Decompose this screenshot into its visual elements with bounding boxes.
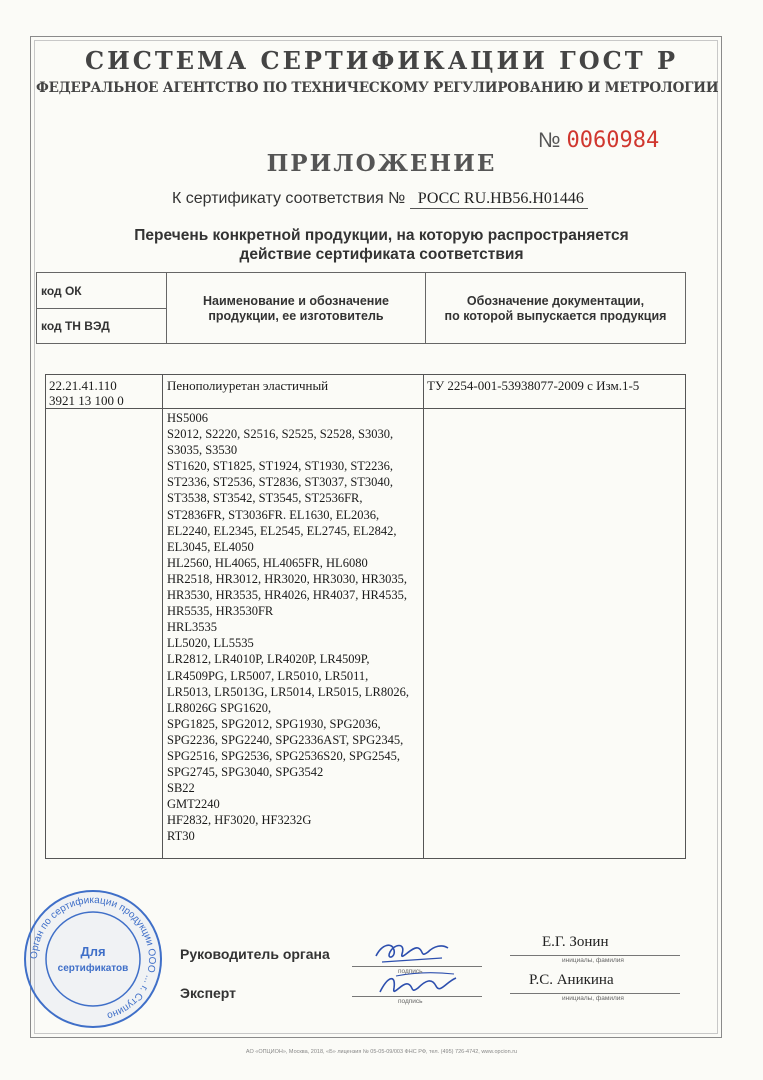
table-header [36,272,686,344]
document-header-cell [426,273,685,343]
product-name: Пенополиуретан эластичный [167,378,329,393]
code-ok-value: 22.21.41.110 [49,378,117,393]
certificate-line [172,190,588,209]
list-item: RT30 [167,829,195,844]
product-header-line-1: Наименование и обозначение [203,294,389,308]
list-item: ST3538, ST3542, ST3545, ST2536FR, [167,491,363,506]
list-item: SPG1825, SPG2012, SPG1930, SPG2036, [167,716,381,731]
expert-name: Р.С. Аникина [529,972,614,988]
head-label: Руководитель органа [180,946,330,962]
list-item: ST2836FR, ST3036FR. EL1630, EL2036, [167,507,380,522]
certificate-number: РОСС RU.HB56.H01446 [410,190,588,209]
list-item: ST1620, ST1825, ST1924, ST1930, ST2236, [167,459,394,474]
system-heading: СИСТЕМА СЕРТИФИКАЦИИ ГОСТ Р [84,46,679,75]
expert-name-caption: инициалы, фамилия [562,995,624,1002]
list-item: EL3045, EL4050 [167,539,254,554]
column-divider [162,375,163,858]
list-item: S2012, S2220, S2516, S2525, S2528, S3030, [167,427,394,442]
list-item: HR3530, HR3535, HR4026, HR4037, HR4535, [167,588,407,603]
list-item: HF2832, HF3020, HF3232G [167,813,312,828]
head-name-caption: инициалы, фамилия [562,957,624,964]
list-item: LR4509PG, LR5007, LR5010, LR5011, [167,668,369,683]
list-item: SB22 [167,781,195,796]
list-item: HS5006 [167,411,208,425]
document-header-line-2: по которой выпускается продукция [444,309,667,323]
list-heading [0,226,763,264]
list-heading-line-2: действие сертификата соответствия [239,246,524,263]
stamp-ring-text: Орган по сертификации продукции ООО ... г. Ступино [28,894,158,1022]
stamp-center-bottom: сертификатов [57,963,129,974]
number-sign: № [538,129,561,152]
stamp-center-top: Для [80,944,106,959]
list-item: LR5013, LR5013G, LR5014, LR5015, LR8026, [167,684,410,699]
head-name: Е.Г. Зонин [542,934,609,950]
list-item: LR8026G SPG1620, [167,700,272,715]
code-header-cell [37,273,167,343]
product-table [45,374,686,859]
list-item: SPG2236, SPG2240, SPG2336AST, SPG2345, [167,732,404,747]
product-header-line-2: продукции, ее изготовитель [208,309,384,323]
model-list [167,410,419,845]
code-divider [37,308,166,309]
form-number-value: 0060984 [566,128,660,153]
list-item: SPG2745, SPG3040, SPG3542 [167,765,324,780]
expert-name-line [510,993,680,994]
document-designation: ТУ 2254-001-53938077-2009 с Изм.1-5 [427,378,640,393]
document-title: ПРИЛОЖЕНИЕ [266,150,497,177]
list-item: HR5535, HR3530FR [167,604,274,619]
product-header-cell [167,273,426,343]
expert-signature-line [352,996,482,997]
printer-footer: АО «ОПЦИОН», Москва, 2018, «Б» лицензия № 05-05-09/003 ФНС РФ, тел. (495) 726-4742, www.opcion.ru [245,1049,518,1055]
code-tnved-label: код ТН ВЭД [41,319,110,333]
certification-stamp [22,888,164,1030]
list-item: EL2240, EL2345, EL2545, EL2745, EL2842, [167,523,397,538]
list-item: HRL3535 [167,620,217,635]
column-divider [423,375,424,858]
head-name-line [510,955,680,956]
row-divider [46,408,685,409]
code-tnved-value: 3921 13 100 0 [49,393,124,408]
expert-label: Эксперт [180,985,237,1001]
head-signature-line [352,966,482,967]
head-sign-caption: подпись [398,968,423,975]
list-item: LL5020, LL5535 [167,636,254,651]
product-codes [49,378,124,408]
list-item: GMT2240 [167,797,220,812]
list-item: HR2518, HR3012, HR3020, HR3030, HR3035, [167,571,407,586]
expert-sign-caption: подпись [398,998,423,1005]
document-header-line-1: Обозначение документации, [466,294,645,308]
list-heading-line-1: Перечень конкретной продукции, на которую распространяется [134,227,629,244]
certificate-label: К сертификату соответствия № [172,190,406,207]
list-item: LR2812, LR4010P, LR4020P, LR4509P, [167,652,370,667]
list-item: ST2336, ST2536, ST2836, ST3037, ST3040, [167,475,394,490]
agency-heading: ФЕДЕРАЛЬНОЕ АГЕНТСТВО ПО ТЕХНИЧЕСКОМУ РЕГУЛИРОВАНИЮ И МЕТРОЛОГИИ [36,80,719,96]
list-item: HL2560, HL4065, HL4065FR, HL6080 [167,555,368,570]
list-item: S3035, S3530 [167,443,238,458]
head-signature [372,934,452,970]
code-ok-label: код ОК [41,284,82,298]
list-item: SPG2516, SPG2536, SPG2536S20, SPG2545, [167,748,401,763]
